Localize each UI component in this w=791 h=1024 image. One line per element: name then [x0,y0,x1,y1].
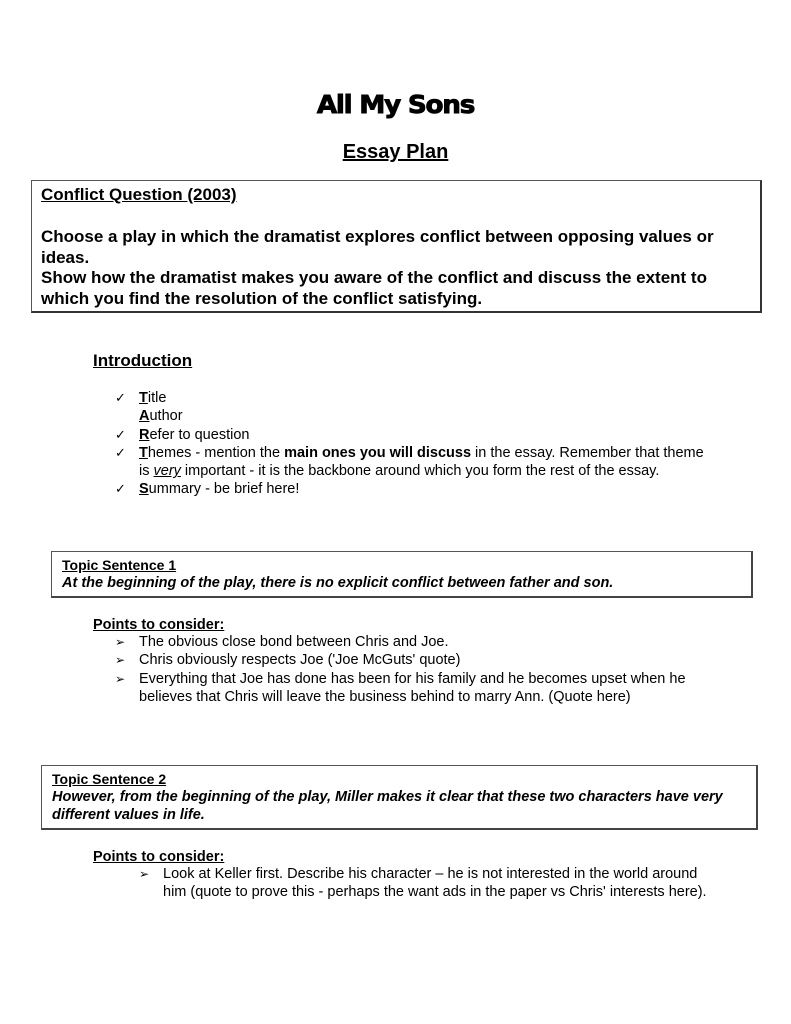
topic-sentence-2-text: However, from the beginning of the play, Miller makes it clear that these two characters have very different values in life. [52,789,723,823]
list-item [115,480,715,498]
checkmark-icon: ✓ [115,444,126,460]
topic-sentence-1-box [51,551,753,598]
topic-sentence-1-text: At the beginning of the play, there is no explicit conflict between father and son. [62,575,614,591]
point-text: Chris obviously respects Joe ('Joe McGuts' quote) [139,652,461,669]
item-text: uthor [149,408,183,425]
points-heading-2: Points to consider: [93,849,225,865]
item-text: ummary - be brief here! [148,481,300,498]
question-body [41,227,756,309]
acronym-initial: A [139,408,150,425]
question-heading: Conflict Question (2003) [41,185,237,204]
point-text: The obvious close bond between Chris and Joe. [139,634,449,650]
acronym-initial: T [139,444,148,461]
point-text: Look at Keller first. Describe his character – he is not interested in the world around him (quote to prove this - perhaps the want ads in the paper vs Chris' interests here). [163,866,707,901]
document-subtitle: Essay Plan [342,141,449,163]
list-item [139,865,719,902]
checkmark-icon: ✓ [115,481,126,497]
points-list-1 [115,633,715,706]
document-title: All My Sons [316,90,475,119]
arrowhead-icon: ➢ [139,867,150,881]
acronym-initial: T [139,390,148,406]
list-item [115,389,715,407]
introduction-checklist [115,389,715,499]
acronym-initial: R [139,426,150,443]
arrowhead-icon: ➢ [115,653,126,668]
question-paragraph: Choose a play in which the dramatist explores conflict between opposing values or ideas. [41,227,714,267]
introduction-heading: Introduction [93,351,193,370]
acronym-initial: S [139,481,149,498]
arrowhead-icon: ➢ [115,671,126,686]
topic-sentence-2-heading: Topic Sentence 2 [52,771,167,787]
list-item [115,670,715,707]
points-heading-1: Points to consider: [93,617,225,633]
item-emphasis: very [153,463,181,480]
item-bold-text: main ones you will discuss [284,444,472,461]
item-text: itle [147,390,167,406]
list-item [115,444,715,481]
arrowhead-icon: ➢ [115,635,126,649]
item-text: important - it is the backbone around which you form the rest of the essay. [180,463,660,480]
list-item [115,633,715,651]
topic-sentence-2-box [41,765,758,830]
topic-sentence-1-heading: Topic Sentence 1 [62,557,177,573]
question-paragraph: Show how the dramatist makes you aware of the conflict and discuss the extent to which you find the resolution of the conflict satisfying. [41,268,707,308]
list-item [115,407,715,425]
item-text: hemes - mention the [147,444,285,461]
points-list-2 [139,865,719,902]
list-item [115,426,715,444]
checkmark-icon: ✓ [115,390,126,405]
list-item [115,651,715,669]
checkmark-icon: ✓ [115,426,126,442]
item-text: in the essay. Remember that theme is [139,444,704,480]
point-text: Everything that Joe has done has been for his family and he becomes upset when he believes that Chris will leave the business behind to marry Ann. (Quote here) [139,670,686,705]
item-text: efer to question [149,426,250,443]
